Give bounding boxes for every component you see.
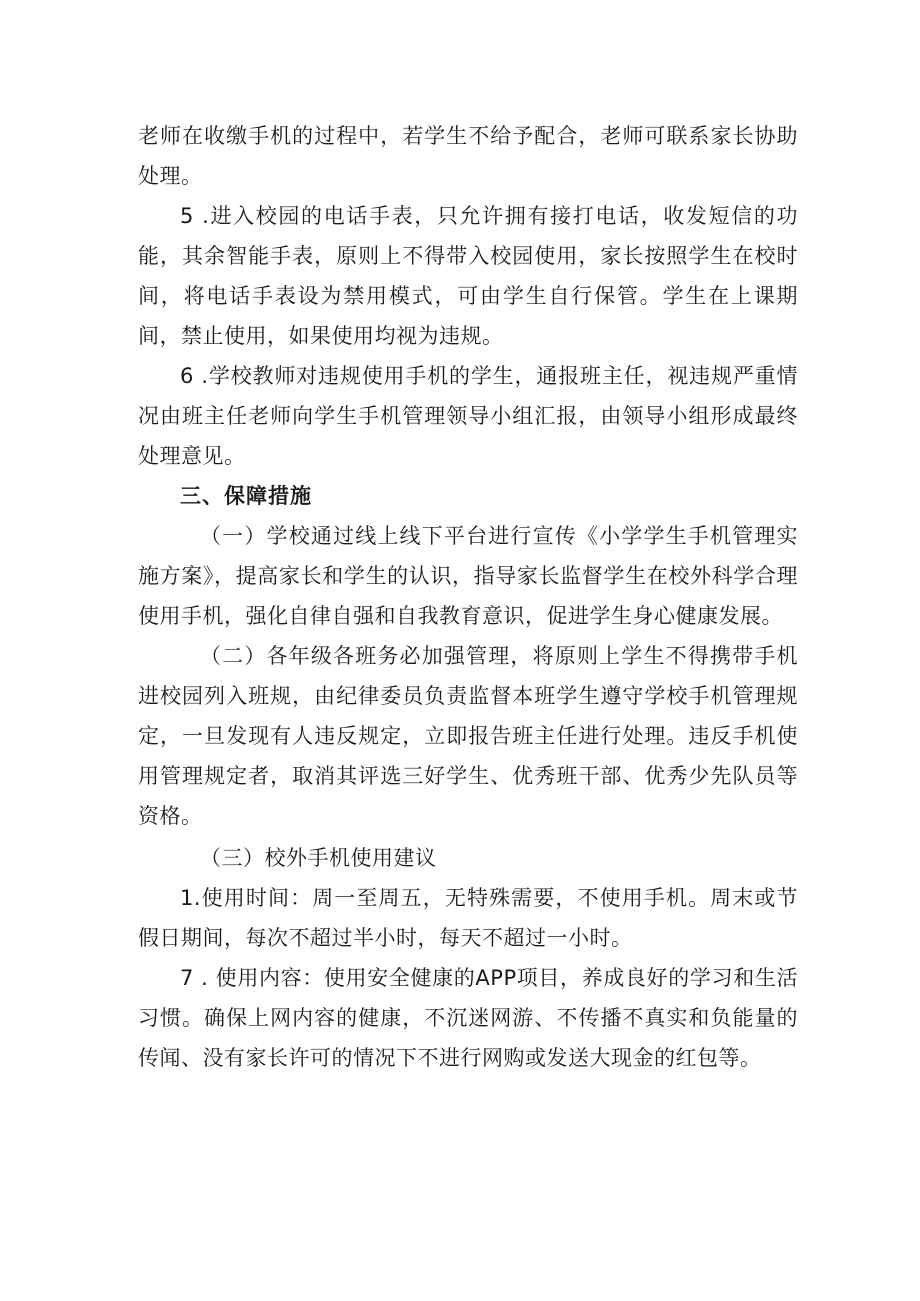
- document-body: [138, 116, 798, 1078]
- measure-3-heading: （三）校外手机使用建议: [200, 846, 437, 870]
- measure-2-class-management: （二）各年级各班务必加强管理，将原则上学生不得携带手机进校园列入班规，由纪律委员负责监督本班学生遵守学校手机管理规定，一旦发现有人违反规定，立即报告班主任进行处理。违反手机使用管理规定者，取消其评选三好学生、优秀班干部、优秀少先队员等资格。: [138, 644, 798, 828]
- section-heading-safeguards: 三、保障措施: [180, 484, 312, 508]
- suggestion-usage-time: 1.使用时间：周一至周五，无特殊需要，不使用手机。周末或节假日期间，每次不超过半小时，每天不超过一小时。: [138, 886, 798, 950]
- measure-1-publicity: （一）学校通过线上线下平台进行宣传《小学学生手机管理实施方案》，提高家长和学生的认识，指导家长监督学生在校外科学合理使用手机，强化自律自强和自我教育意识，促进学生身心健康发展。: [138, 524, 798, 628]
- suggestion-usage-content: 7 . 使用内容：使用安全健康的APP项目，养成良好的学习和生活习惯。确保上网内容的健康，不沉迷网游、不传播不真实和负能量的传闻、没有家长许可的情况下不进行网购或发送大现金的红包等。: [138, 966, 798, 1070]
- paragraph-item-5: 5 .进入校园的电话手表，只允许拥有接打电话，收发短信的功能，其余智能手表，原则上不得带入校园使用，家长按照学生在校时间，将电话手表设为禁用模式，可由学生自行保管。学生在上课期间，禁止使用，如果使用均视为违规。: [138, 204, 798, 348]
- paragraph-item-6: 6 .学校教师对违规使用手机的学生，通报班主任，视违规严重情况由班主任老师向学生手机管理领导小组汇报，由领导小组形成最终处理意见。: [138, 364, 798, 468]
- paragraph-collection-cooperation: 老师在收缴手机的过程中，若学生不给予配合，老师可联系家长协助处理。: [138, 124, 798, 188]
